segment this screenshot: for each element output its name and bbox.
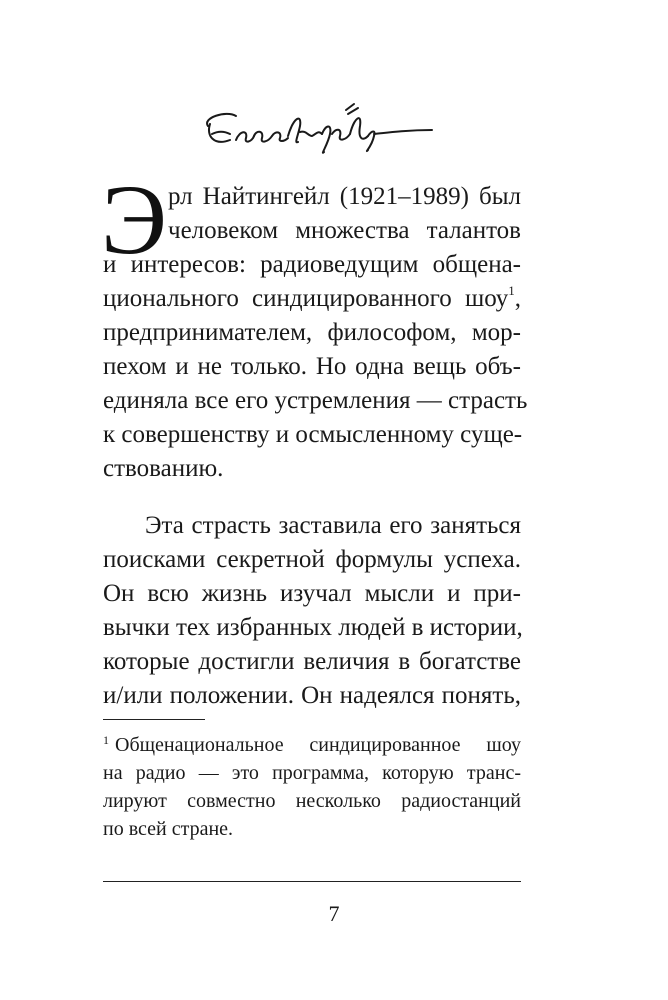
page-number: 7	[328, 901, 340, 926]
text-line: и/или положении. Он надеялся понять,	[103, 682, 521, 709]
text-line: Он всю жизнь изучал мысли и при-	[103, 580, 521, 607]
footnote-number: 1	[103, 733, 109, 747]
footnote-line: лируют совместно несколько радиостанций	[103, 790, 521, 812]
text-line-with-footnote	[103, 282, 521, 316]
text-line: Эта страсть заставила его заняться	[145, 512, 521, 539]
page-footer-divider	[103, 881, 521, 882]
text-line: ционального синдицированного шоу	[103, 285, 509, 312]
text-line: и интересов: радиоведущим общена-	[103, 251, 521, 278]
footnote-line: на радио — это программа, которую транс-	[103, 762, 521, 784]
text-line: ствованию.	[103, 455, 224, 482]
text-line: вычки тех избранных людей в истории,	[103, 614, 523, 641]
text-line: пехом и не только. Но одна вещь объ-	[103, 353, 521, 380]
footnote-line: по всей стране.	[103, 818, 234, 840]
footnote-text: Общенациональное синдицированное шоу	[115, 734, 521, 756]
text-line: единяла все его устремления — страсть	[103, 387, 528, 414]
signature-image	[196, 96, 436, 166]
text-line: поисками секретной формулы успеха.	[103, 546, 521, 573]
text-line: человеком множества талантов	[168, 217, 521, 244]
footnote-line	[103, 731, 521, 761]
text-line: которые достигли величия в богатстве	[103, 648, 521, 675]
punctuation: ,	[514, 285, 521, 312]
footnote-divider	[103, 719, 205, 720]
drop-cap: Э	[101, 164, 168, 275]
text-line: предпринимателем, философом, мор-	[103, 319, 521, 346]
text-line: к совершенству и осмысленному суще-	[103, 421, 523, 448]
footnote-reference[interactable]: 1	[508, 282, 515, 298]
text-line: рл Найтингейл (1921–1989) был	[168, 183, 521, 210]
